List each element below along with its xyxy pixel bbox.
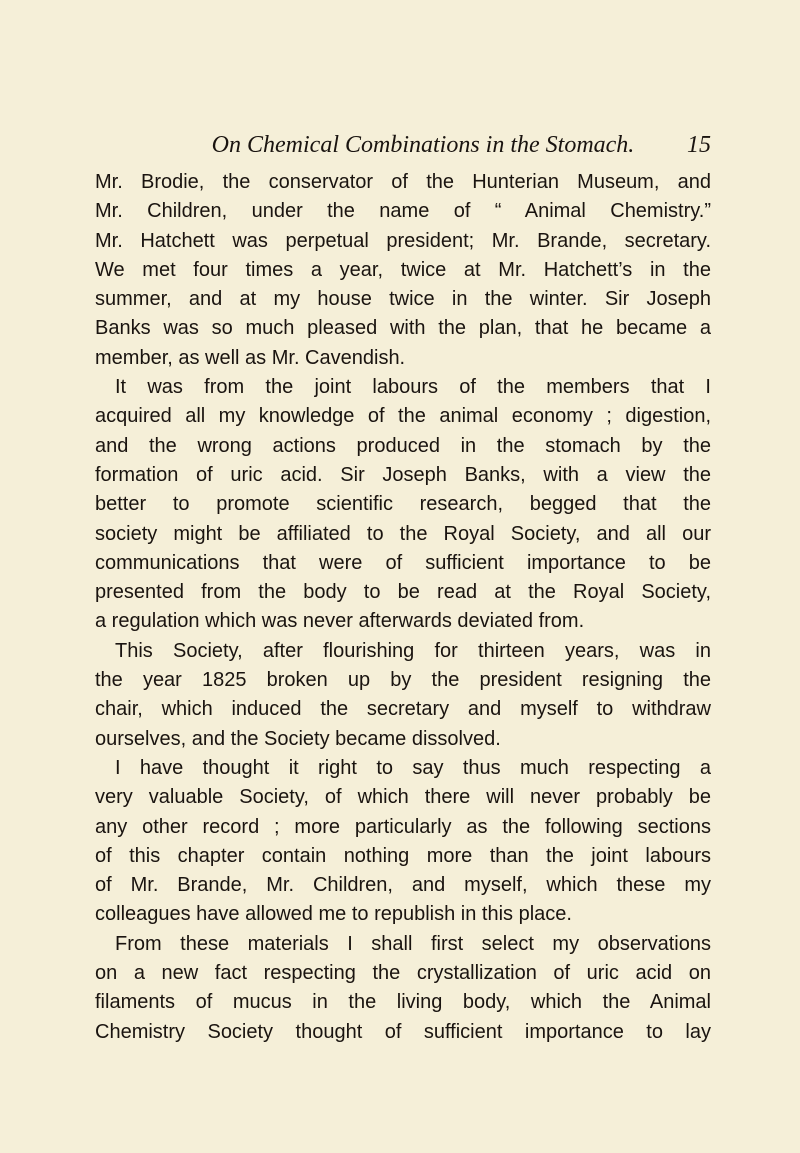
text-line: a regulation which was never afterwards deviated from. bbox=[95, 610, 585, 633]
text-line: This Society, after flourishing for thirteen years, was in bbox=[115, 639, 711, 662]
running-head-title: On Chemical Combinations in the Stomach. bbox=[211, 132, 635, 158]
text-line: the year 1825 broken up by the president resigning the bbox=[95, 669, 711, 692]
text-line: From these materials I shall first select my observations bbox=[115, 932, 711, 955]
text-line: on a new fact respecting the crystallization of uric acid on bbox=[95, 962, 711, 985]
text-line: of Mr. Brande, Mr. Children, and myself, which these my bbox=[95, 874, 711, 897]
text-line: filaments of mucus in the living body, which the Animal bbox=[95, 991, 711, 1014]
text-line: Mr. Brodie, the conservator of the Hunterian Museum, and bbox=[95, 171, 711, 193]
text-line: Chemistry Society thought of sufficient importance to lay bbox=[95, 1020, 711, 1043]
text-line: acquired all my knowledge of the animal economy ; digestion, bbox=[95, 405, 711, 428]
text-line: presented from the body to be read at the Royal Society, bbox=[95, 581, 711, 604]
text-line: formation of uric acid. Sir Joseph Banks, with a view the bbox=[95, 463, 711, 486]
text-line: society might be affiliated to the Royal Society, and all our bbox=[95, 522, 711, 545]
text-line: communications that were of sufficient importance to be bbox=[95, 551, 711, 574]
text-line: of this chapter contain nothing more than the joint labours bbox=[95, 844, 711, 867]
page-number: 15 bbox=[687, 132, 711, 158]
text-line: any other record ; more particularly as the following sections bbox=[95, 815, 711, 838]
text-line: very valuable Society, of which there will never probably be bbox=[95, 786, 711, 809]
text-line: summer, and at my house twice in the winter. Sir Joseph bbox=[95, 288, 711, 311]
text-line: colleagues have allowed me to republish in this place. bbox=[95, 903, 572, 926]
text-line: We met four times a year, twice at Mr. Hatchett’s in the bbox=[95, 258, 711, 281]
text-line: ourselves, and the Society became dissolved. bbox=[95, 727, 501, 750]
text-line: Mr. Children, under the name of “ Animal Chemistry.” bbox=[95, 200, 711, 223]
text-line: Mr. Hatchett was perpetual president; Mr. Brande, secretary. bbox=[95, 229, 711, 252]
text-line: member, as well as Mr. Cavendish. bbox=[95, 346, 406, 369]
text-line: and the wrong actions produced in the stomach by the bbox=[95, 434, 711, 457]
text-line: better to promote scientific research, begged that the bbox=[95, 493, 711, 516]
body-text bbox=[95, 168, 711, 1047]
text-line: Banks was so much pleased with the plan, that he became a bbox=[95, 317, 711, 340]
text-line: It was from the joint labours of the members that I bbox=[115, 376, 711, 399]
text-line: chair, which induced the secretary and myself to withdraw bbox=[95, 698, 711, 721]
text-line: I have thought it right to say thus much respecting a bbox=[115, 756, 711, 779]
running-head bbox=[95, 128, 711, 162]
